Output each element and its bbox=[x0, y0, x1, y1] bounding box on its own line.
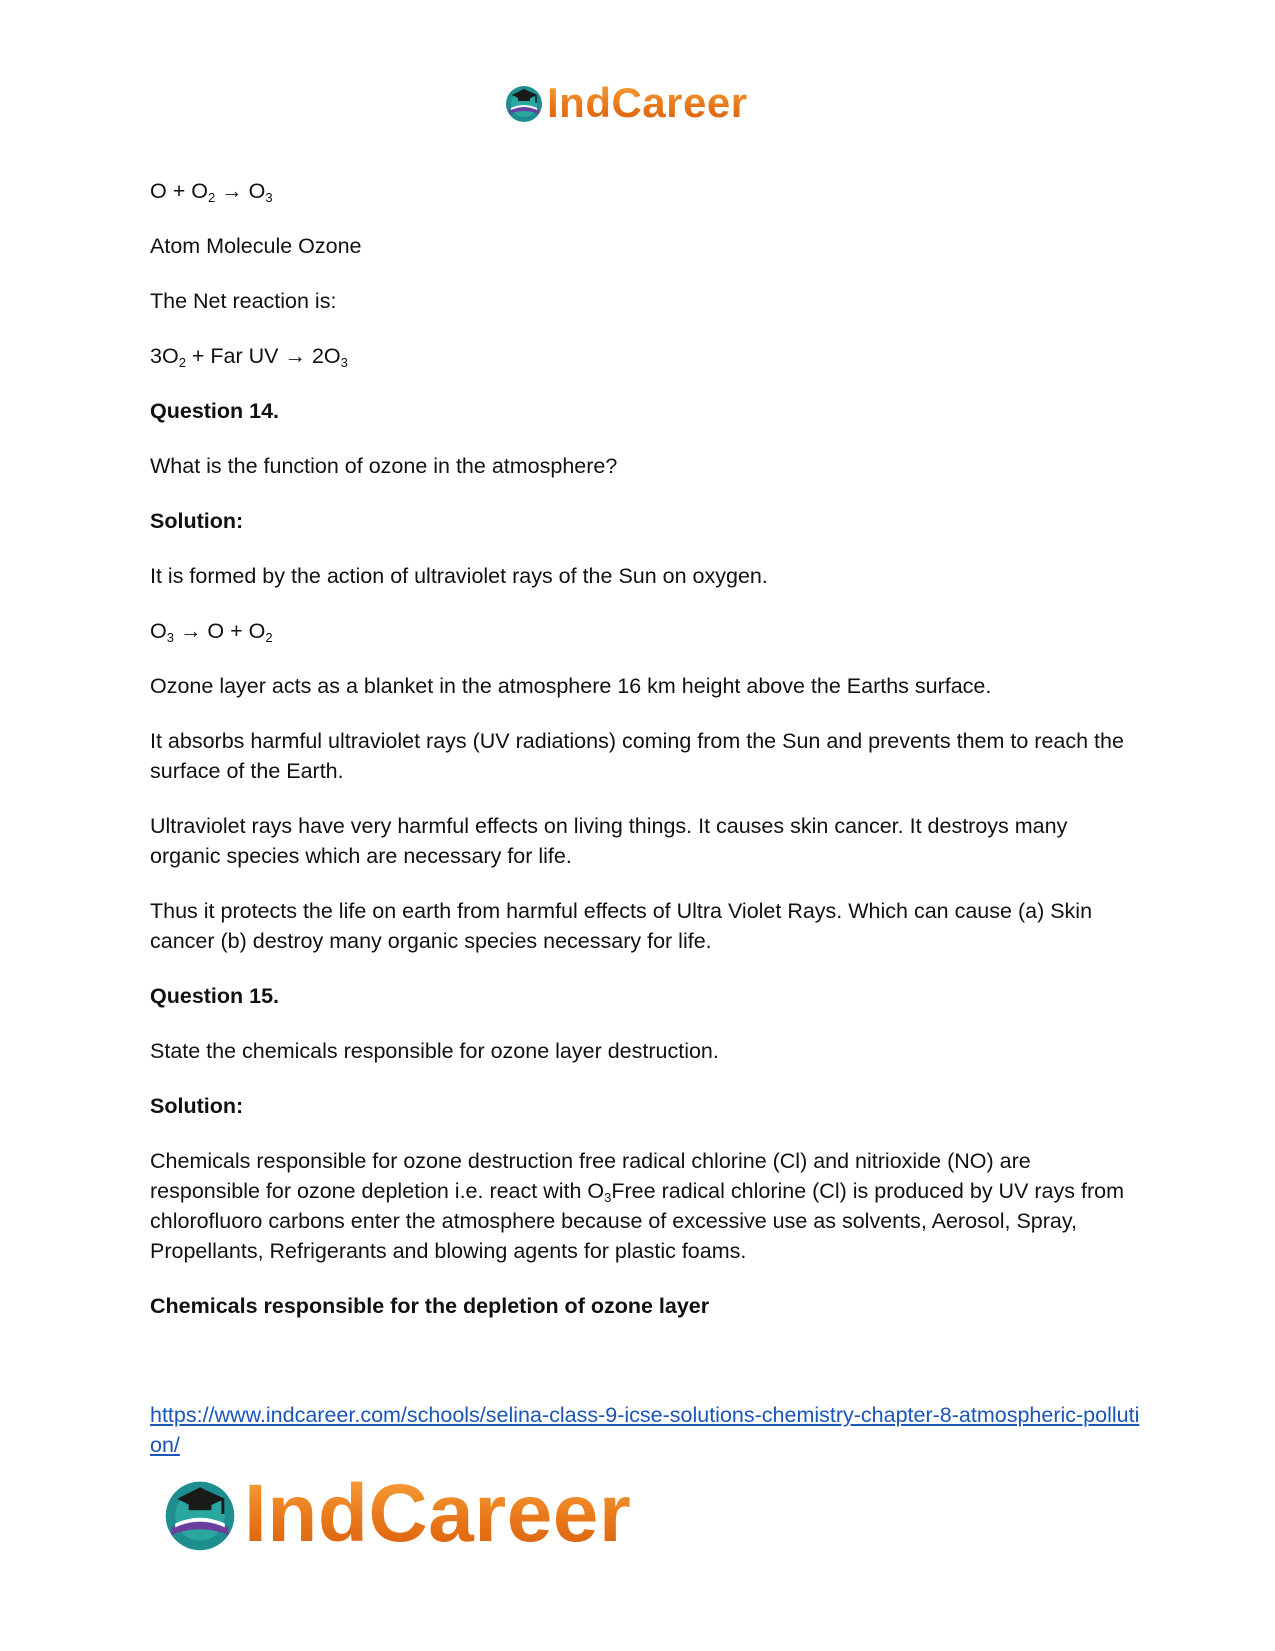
question-14-paragraph-4: Ultraviolet rays have very harmful effects on living things. It causes skin cancer. It destroys many organic species which are necessary for life. bbox=[150, 814, 1068, 868]
graduation-cap-book-icon bbox=[160, 1474, 240, 1554]
question-15-text: State the chemicals responsible for ozone layer destruction. bbox=[150, 1039, 719, 1063]
question-14-solution-label: Solution: bbox=[150, 509, 244, 533]
footer-logo bbox=[160, 1468, 632, 1559]
question-14-paragraph-5: Thus it protects the life on earth from harmful effects of Ultra Violet Rays. Which can cause (a) Skin cancer (b) destroy many organic species necessary for life. bbox=[150, 899, 1093, 953]
question-15-heading: Question 15. bbox=[150, 984, 280, 1008]
question-15-subheading: Chemicals responsible for the depletion of ozone layer bbox=[150, 1294, 710, 1318]
graduation-cap-book-icon bbox=[503, 82, 545, 124]
equation-ozone-formation: $O + O_2 \to O_3$ bbox=[150, 179, 273, 205]
question-15-paragraph-1: Chemicals responsible for ozone destruction free radical chlorine (Cl) and nitrioxide (NO) are responsible for ozone depletion i.e. react with $O_3Free$ radical chlorine (Cl) is produced by UV rays from chlorofluoro carbons enter the atmosphere because of excessive use as solvents, Aerosol, Spray, Propellants, Refrigerants and blowing agents for plastic foams. bbox=[150, 1149, 1124, 1263]
equation-ozone-decomposition: $O_3 \to O + O_2$ bbox=[150, 619, 273, 645]
question-14-paragraph-3: It absorbs harmful ultraviolet rays (UV radiations) coming from the Sun and prevents them to reach the surface of the Earth. bbox=[150, 729, 1124, 783]
question-14-text: What is the function of ozone in the atmosphere? bbox=[150, 454, 618, 478]
question-14-paragraph-2: Ozone layer acts as a blanket in the atmosphere 16 km height above the Earths surface. bbox=[150, 674, 992, 698]
source-url-link[interactable]: https://www.indcareer.com/schools/selina-class-9-icse-solutions-chemistry-chapter-8-atmospheric-pollution/ bbox=[150, 1403, 1140, 1457]
header-logo bbox=[503, 80, 748, 126]
question-14-heading: Question 14. bbox=[150, 399, 280, 423]
equation-labels: Atom Molecule Ozone bbox=[150, 234, 362, 258]
header-logo-text: IndCareer bbox=[547, 79, 748, 126]
footer-logo-text: IndCareer bbox=[244, 1468, 632, 1559]
question-14-paragraph-1: It is formed by the action of ultraviolet rays of the Sun on oxygen. bbox=[150, 564, 768, 588]
document-body bbox=[150, 176, 1125, 1346]
question-15-solution-label: Solution: bbox=[150, 1094, 244, 1118]
equation-net-reaction: $3O_2$ + Far UV → $2O_3$ bbox=[150, 344, 348, 370]
net-reaction-label: The Net reaction is: bbox=[150, 289, 337, 313]
